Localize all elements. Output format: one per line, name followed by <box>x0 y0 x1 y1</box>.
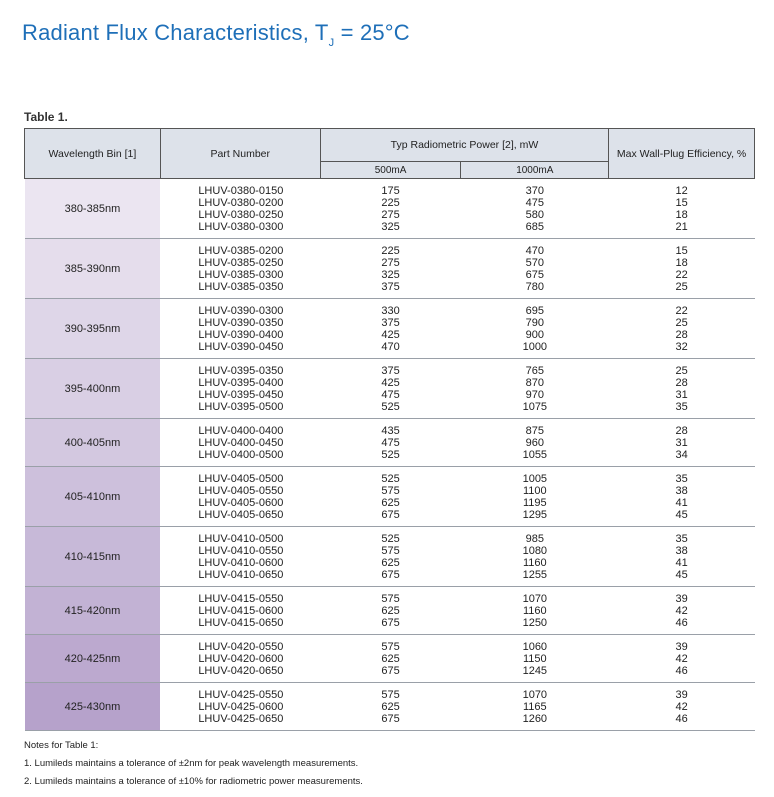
part-number-cell-value: LHUV-0415-0600 <box>198 604 284 617</box>
power-1000ma-cell-value: 870 <box>525 376 544 389</box>
radiant-flux-table <box>24 128 755 731</box>
wavelength-bin-cell: 410-415nm <box>25 527 161 587</box>
wallplug-efficiency-cell <box>609 527 755 587</box>
wavelength-bin-cell: 420-425nm <box>25 635 161 683</box>
part-number-cell-value: LHUV-0415-0550 <box>198 592 284 605</box>
power-500ma-cell-value: 275 <box>381 208 400 221</box>
notes <box>24 737 363 791</box>
part-number-cell-value: LHUV-0410-0650 <box>198 568 284 581</box>
wallplug-efficiency-cell-value: 42 <box>675 652 688 665</box>
table-row <box>25 527 755 587</box>
power-1000ma-cell-value: 1055 <box>522 448 548 461</box>
note-1: 1. Lumileds maintains a tolerance of ±2nm for peak wavelength measurements. <box>24 758 359 769</box>
part-number-cell-value: LHUV-0425-0650 <box>198 712 284 725</box>
part-number-cell-value: LHUV-0395-0500 <box>198 400 284 413</box>
part-number-cell <box>160 683 320 731</box>
power-500ma-cell <box>320 527 461 587</box>
wallplug-efficiency-cell-value: 28 <box>675 328 688 341</box>
part-number-cell-value: LHUV-0390-0450 <box>198 340 284 353</box>
power-500ma-cell-value: 435 <box>381 424 400 437</box>
power-500ma-cell <box>320 179 461 239</box>
part-number-cell-value: LHUV-0425-0550 <box>198 688 284 701</box>
part-number-cell-value: LHUV-0385-0250 <box>198 256 284 269</box>
power-1000ma-cell-value: 1100 <box>522 484 547 497</box>
power-500ma-cell-value: 470 <box>381 340 400 353</box>
power-1000ma-cell-value: 685 <box>525 220 544 233</box>
power-1000ma-cell <box>461 239 609 299</box>
wavelength-bin-cell: 425-430nm <box>25 683 161 731</box>
wallplug-efficiency-cell-value: 45 <box>675 508 688 521</box>
power-500ma-cell-value: 675 <box>381 616 400 629</box>
power-500ma-cell-value: 375 <box>381 364 400 377</box>
part-number-cell-value: LHUV-0380-0150 <box>198 184 284 197</box>
wavelength-bin-cell: 390-395nm <box>25 299 161 359</box>
wallplug-efficiency-cell-value: 22 <box>675 268 688 281</box>
table-row <box>25 359 755 419</box>
part-number-cell-value: LHUV-0410-0500 <box>198 532 284 545</box>
power-500ma-cell-value: 330 <box>381 304 400 317</box>
wallplug-efficiency-cell-value: 35 <box>675 472 688 485</box>
title-subscript: J <box>328 37 335 49</box>
part-number-cell-value: LHUV-0405-0550 <box>198 484 284 497</box>
table-row <box>25 635 755 683</box>
table-row <box>25 239 755 299</box>
part-number-cell <box>160 587 320 635</box>
power-1000ma-cell <box>461 467 609 527</box>
part-number-cell-value: LHUV-0400-0400 <box>198 424 284 437</box>
table-row <box>25 179 755 239</box>
wallplug-efficiency-cell-value: 25 <box>675 316 688 329</box>
power-500ma-cell-value: 675 <box>381 712 400 725</box>
power-500ma-cell-value: 425 <box>381 328 400 341</box>
wallplug-efficiency-cell-value: 32 <box>675 340 688 353</box>
wallplug-efficiency-cell-value: 39 <box>675 592 688 605</box>
header-typ-power: Typ Radiometric Power [2], mW <box>320 129 608 162</box>
part-number-cell-value: LHUV-0400-0450 <box>198 436 284 449</box>
wallplug-efficiency-cell-value: 28 <box>675 424 688 437</box>
power-500ma-cell-value: 575 <box>381 544 400 557</box>
power-500ma-cell-value: 575 <box>381 688 400 701</box>
table-row <box>25 587 755 635</box>
power-1000ma-cell <box>461 683 609 731</box>
power-1000ma-cell-value: 970 <box>525 388 544 401</box>
wallplug-efficiency-cell-value: 39 <box>675 688 688 701</box>
part-number-cell-value: LHUV-0405-0600 <box>198 496 284 509</box>
wallplug-efficiency-cell-value: 22 <box>675 304 688 317</box>
power-500ma-cell <box>320 467 461 527</box>
power-1000ma-cell-value: 765 <box>525 364 544 377</box>
power-1000ma-cell-value: 580 <box>525 208 544 221</box>
power-500ma-cell-value: 625 <box>381 652 400 665</box>
wallplug-efficiency-cell-value: 15 <box>675 196 688 209</box>
power-1000ma-cell-value: 1150 <box>522 652 547 665</box>
part-number-cell-value: LHUV-0395-0450 <box>198 388 284 401</box>
notes-heading: Notes for Table 1: <box>24 740 99 751</box>
wallplug-efficiency-cell <box>609 587 755 635</box>
power-500ma-cell-value: 475 <box>381 436 400 449</box>
wallplug-efficiency-cell-value: 41 <box>675 556 688 569</box>
power-1000ma-cell-value: 1060 <box>522 640 548 653</box>
part-number-cell-value: LHUV-0415-0650 <box>198 616 284 629</box>
part-number-cell <box>160 359 320 419</box>
wallplug-efficiency-cell-value: 42 <box>675 700 688 713</box>
wallplug-efficiency-cell-value: 28 <box>675 376 688 389</box>
power-500ma-cell-value: 325 <box>381 268 400 281</box>
power-500ma-cell-value: 625 <box>381 496 400 509</box>
part-number-cell-value: LHUV-0420-0650 <box>198 664 284 677</box>
power-500ma-cell-value: 625 <box>381 556 400 569</box>
power-1000ma-cell-value: 1165 <box>522 700 547 713</box>
wavelength-bin-cell: 395-400nm <box>25 359 161 419</box>
table-row <box>25 683 755 731</box>
power-500ma-cell <box>320 299 461 359</box>
power-1000ma-cell-value: 790 <box>525 316 544 329</box>
power-500ma-cell-value: 575 <box>381 484 400 497</box>
wallplug-efficiency-cell-value: 46 <box>675 616 688 629</box>
table-body <box>25 179 755 731</box>
power-1000ma-cell <box>461 299 609 359</box>
power-1000ma-cell-value: 475 <box>525 196 544 209</box>
header-1000ma: 1000mA <box>461 162 609 179</box>
power-500ma-cell-value: 525 <box>381 448 400 461</box>
part-number-cell-value: LHUV-0385-0350 <box>198 280 284 293</box>
power-1000ma-cell-value: 1070 <box>522 592 548 605</box>
wallplug-efficiency-cell-value: 31 <box>675 436 688 449</box>
wallplug-efficiency-cell <box>609 635 755 683</box>
power-1000ma-cell-value: 1195 <box>522 496 547 509</box>
power-1000ma-cell-value: 1245 <box>522 664 548 677</box>
wallplug-efficiency-cell-value: 25 <box>675 280 688 293</box>
header-wallplug: Max Wall-Plug Efficiency, % <box>609 129 755 179</box>
power-500ma-cell-value: 275 <box>381 256 400 269</box>
page-title <box>22 20 410 49</box>
wallplug-efficiency-cell <box>609 683 755 731</box>
power-500ma-cell <box>320 239 461 299</box>
wallplug-efficiency-cell-value: 21 <box>675 220 688 233</box>
power-1000ma-cell-value: 1160 <box>522 604 547 617</box>
header-wavelength-bin: Wavelength Bin [1] <box>25 129 161 179</box>
power-1000ma-cell-value: 900 <box>525 328 544 341</box>
table-row <box>25 419 755 467</box>
title-tail: = 25°C <box>334 20 410 45</box>
table-row <box>25 299 755 359</box>
wallplug-efficiency-cell-value: 34 <box>675 448 688 461</box>
power-1000ma-cell-value: 875 <box>525 424 544 437</box>
wallplug-efficiency-cell-value: 18 <box>675 208 688 221</box>
part-number-cell-value: LHUV-0395-0350 <box>198 364 284 377</box>
wallplug-efficiency-cell-value: 25 <box>675 364 688 377</box>
power-500ma-cell-value: 625 <box>381 700 400 713</box>
power-500ma-cell-value: 525 <box>381 532 400 545</box>
wallplug-efficiency-cell <box>609 299 755 359</box>
wallplug-efficiency-cell-value: 41 <box>675 496 688 509</box>
power-500ma-cell-value: 525 <box>381 472 400 485</box>
part-number-cell-value: LHUV-0390-0400 <box>198 328 284 341</box>
wallplug-efficiency-cell-value: 35 <box>675 532 688 545</box>
wavelength-bin-cell: 400-405nm <box>25 419 161 467</box>
power-1000ma-cell-value: 780 <box>525 280 544 293</box>
wavelength-bin-cell: 385-390nm <box>25 239 161 299</box>
wallplug-efficiency-cell <box>609 239 755 299</box>
part-number-cell-value: LHUV-0405-0500 <box>198 472 284 485</box>
part-number-cell-value: LHUV-0385-0300 <box>198 268 284 281</box>
power-500ma-cell <box>320 635 461 683</box>
power-1000ma-cell <box>461 587 609 635</box>
part-number-cell <box>160 527 320 587</box>
power-1000ma-cell <box>461 179 609 239</box>
power-500ma-cell <box>320 587 461 635</box>
part-number-cell-value: LHUV-0420-0550 <box>198 640 284 653</box>
part-number-cell-value: LHUV-0390-0300 <box>198 304 284 317</box>
power-500ma-cell <box>320 419 461 467</box>
power-1000ma-cell-value: 570 <box>525 256 544 269</box>
part-number-cell-value: LHUV-0425-0600 <box>198 700 284 713</box>
part-number-cell-value: LHUV-0380-0300 <box>198 220 284 233</box>
power-500ma-cell <box>320 683 461 731</box>
power-500ma-cell-value: 225 <box>381 244 400 257</box>
power-1000ma-cell-value: 1005 <box>522 472 548 485</box>
part-number-cell <box>160 299 320 359</box>
power-1000ma-cell-value: 1000 <box>522 340 548 353</box>
power-1000ma-cell <box>461 419 609 467</box>
wallplug-efficiency-cell <box>609 179 755 239</box>
part-number-cell <box>160 239 320 299</box>
wavelength-bin-cell: 415-420nm <box>25 587 161 635</box>
wallplug-efficiency-cell-value: 15 <box>675 244 688 257</box>
note-2: 2. Lumileds maintains a tolerance of ±10% for radiometric power measurements. <box>24 776 363 787</box>
wallplug-efficiency-cell-value: 35 <box>675 400 688 413</box>
table-row <box>25 467 755 527</box>
power-1000ma-cell-value: 470 <box>525 244 544 257</box>
table-caption: Table 1. <box>24 110 68 124</box>
power-500ma-cell-value: 675 <box>381 508 400 521</box>
part-number-cell-value: LHUV-0380-0200 <box>198 196 284 209</box>
power-500ma-cell-value: 175 <box>381 184 400 197</box>
part-number-cell-value: LHUV-0410-0600 <box>198 556 284 569</box>
part-number-cell <box>160 635 320 683</box>
part-number-cell <box>160 467 320 527</box>
wallplug-efficiency-cell-value: 38 <box>675 484 688 497</box>
power-500ma-cell-value: 375 <box>381 280 400 293</box>
power-1000ma-cell <box>461 359 609 419</box>
power-500ma-cell-value: 475 <box>381 388 400 401</box>
wavelength-bin-cell: 405-410nm <box>25 467 161 527</box>
power-500ma-cell-value: 375 <box>381 316 400 329</box>
title-main: Radiant Flux Characteristics, T <box>22 20 329 45</box>
part-number-cell-value: LHUV-0420-0600 <box>198 652 284 665</box>
wallplug-efficiency-cell-value: 42 <box>675 604 688 617</box>
header-part-number: Part Number <box>160 129 320 179</box>
wallplug-efficiency-cell-value: 45 <box>675 568 688 581</box>
power-1000ma-cell-value: 1070 <box>522 688 548 701</box>
power-500ma-cell-value: 525 <box>381 400 400 413</box>
part-number-cell-value: LHUV-0390-0350 <box>198 316 284 329</box>
power-500ma-cell-value: 675 <box>381 568 400 581</box>
part-number-cell-value: LHUV-0405-0650 <box>198 508 284 521</box>
power-1000ma-cell-value: 960 <box>525 436 544 449</box>
part-number-cell-value: LHUV-0400-0500 <box>198 448 284 461</box>
power-500ma-cell-value: 325 <box>381 220 400 233</box>
power-1000ma-cell-value: 1250 <box>522 616 548 629</box>
wallplug-efficiency-cell-value: 46 <box>675 664 688 677</box>
wallplug-efficiency-cell <box>609 419 755 467</box>
power-1000ma-cell-value: 370 <box>525 184 544 197</box>
header-500ma: 500mA <box>320 162 461 179</box>
power-500ma-cell-value: 425 <box>381 376 400 389</box>
power-1000ma-cell-value: 1260 <box>522 712 548 725</box>
power-1000ma-cell-value: 695 <box>525 304 544 317</box>
power-1000ma-cell <box>461 527 609 587</box>
wallplug-efficiency-cell-value: 46 <box>675 712 688 725</box>
part-number-cell <box>160 179 320 239</box>
power-1000ma-cell-value: 675 <box>525 268 544 281</box>
power-1000ma-cell-value: 1255 <box>522 568 548 581</box>
power-500ma-cell-value: 625 <box>381 604 400 617</box>
part-number-cell <box>160 419 320 467</box>
power-500ma-cell-value: 675 <box>381 664 400 677</box>
wallplug-efficiency-cell-value: 39 <box>675 640 688 653</box>
power-1000ma-cell-value: 1080 <box>522 544 548 557</box>
part-number-cell-value: LHUV-0385-0200 <box>198 244 284 257</box>
wallplug-efficiency-cell <box>609 467 755 527</box>
part-number-cell-value: LHUV-0395-0400 <box>198 376 284 389</box>
wavelength-bin-cell: 380-385nm <box>25 179 161 239</box>
power-500ma-cell <box>320 359 461 419</box>
wallplug-efficiency-cell-value: 18 <box>675 256 688 269</box>
power-500ma-cell-value: 575 <box>381 592 400 605</box>
power-1000ma-cell-value: 1295 <box>522 508 548 521</box>
power-500ma-cell-value: 575 <box>381 640 400 653</box>
wallplug-efficiency-cell <box>609 359 755 419</box>
power-1000ma-cell-value: 985 <box>525 532 544 545</box>
part-number-cell-value: LHUV-0410-0550 <box>198 544 284 557</box>
wallplug-efficiency-cell-value: 38 <box>675 544 688 557</box>
power-1000ma-cell <box>461 635 609 683</box>
part-number-cell-value: LHUV-0380-0250 <box>198 208 284 221</box>
wallplug-efficiency-cell-value: 31 <box>675 388 688 401</box>
power-1000ma-cell-value: 1075 <box>522 400 548 413</box>
wallplug-efficiency-cell-value: 12 <box>675 184 688 197</box>
power-500ma-cell-value: 225 <box>381 196 400 209</box>
power-1000ma-cell-value: 1160 <box>522 556 547 569</box>
